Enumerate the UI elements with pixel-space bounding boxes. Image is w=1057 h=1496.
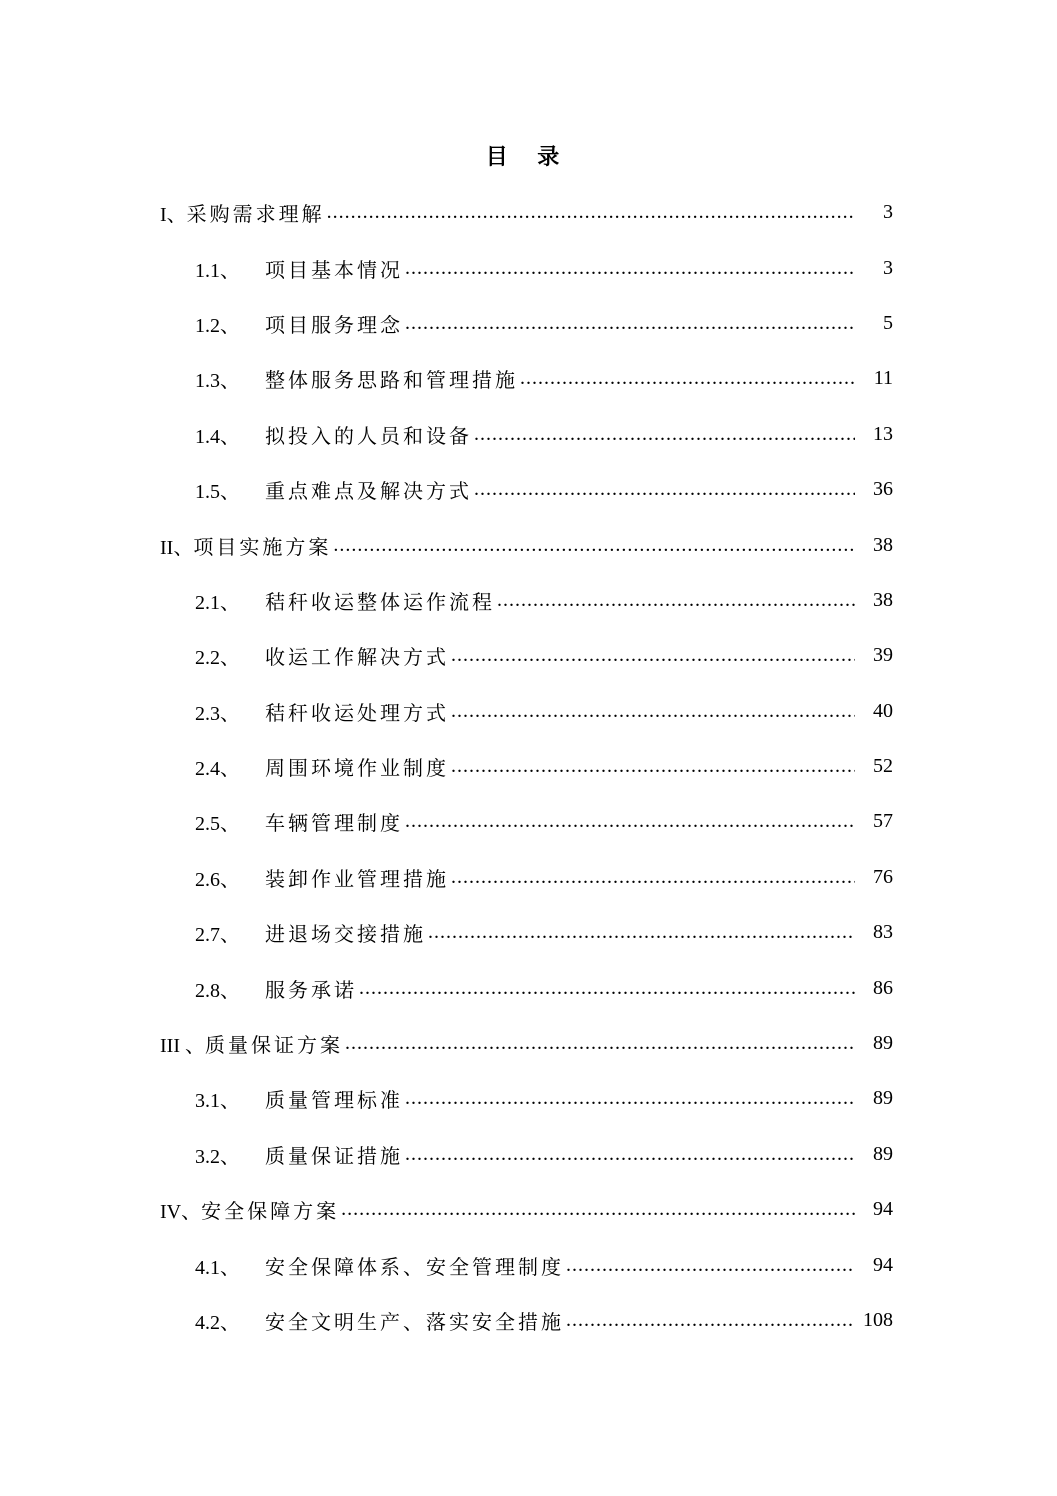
toc-section-entry[interactable] bbox=[0, 628, 1057, 683]
toc-entry-label: 秸秆收运整体运作流程 bbox=[265, 591, 495, 614]
toc-entry-number: IV、 bbox=[160, 1201, 202, 1224]
toc-entry-number: II、 bbox=[160, 536, 194, 559]
toc-entry-label: 安全文明生产、落实安全措施 bbox=[265, 1312, 564, 1334]
toc-entry-page: 89 bbox=[873, 1032, 893, 1055]
toc-entry-label: 项目基本情况 bbox=[265, 259, 403, 282]
toc-dot-leader bbox=[566, 1254, 855, 1277]
toc-entry-label: 装卸作业管理措施 bbox=[265, 868, 449, 891]
toc-section-entry[interactable] bbox=[0, 1071, 1057, 1126]
toc-entry-number: 2.3、 bbox=[195, 702, 240, 725]
toc-entry-page: 38 bbox=[873, 588, 893, 611]
toc-entry-label: 整体服务思路和管理措施 bbox=[265, 370, 518, 393]
toc-entry-page: 39 bbox=[873, 644, 893, 667]
toc-dot-leader bbox=[405, 1143, 855, 1166]
toc-entry-label: 收运工作解决方式 bbox=[265, 647, 449, 670]
toc-entry-label: 秸秆收运处理方式 bbox=[265, 702, 449, 725]
toc-dot-leader bbox=[451, 700, 855, 723]
toc-dot-leader bbox=[405, 257, 855, 280]
toc-entry-page: 108 bbox=[863, 1309, 893, 1331]
toc-entry-number: 3.1、 bbox=[195, 1090, 240, 1113]
toc-section-entry[interactable] bbox=[0, 351, 1057, 406]
toc-section-entry[interactable] bbox=[0, 850, 1057, 905]
toc-dot-leader bbox=[341, 1198, 855, 1221]
toc-dot-leader bbox=[345, 1032, 855, 1055]
toc-entry-number: 1.2、 bbox=[195, 314, 240, 337]
toc-chapter-entry[interactable] bbox=[0, 185, 1057, 240]
toc-section-entry[interactable] bbox=[0, 684, 1057, 739]
toc-section-entry[interactable] bbox=[0, 739, 1057, 794]
toc-entry-page: 40 bbox=[873, 699, 893, 722]
toc-entry-label: 安全保障体系、安全管理制度 bbox=[265, 1256, 564, 1279]
toc-dot-leader bbox=[520, 367, 855, 390]
toc-entry-label: 服务承诺 bbox=[265, 979, 357, 1002]
toc-entry-label: 项目服务理念 bbox=[265, 314, 403, 337]
toc-entry-label: 车辆管理制度 bbox=[265, 813, 403, 836]
toc-section-entry[interactable] bbox=[0, 1293, 1057, 1348]
toc-section-entry[interactable] bbox=[0, 905, 1057, 960]
toc-title: 目 录 bbox=[485, 144, 572, 169]
toc-entry-page: 94 bbox=[873, 1198, 893, 1221]
table-of-contents bbox=[0, 185, 1057, 1348]
toc-section-entry[interactable] bbox=[0, 1237, 1057, 1292]
toc-entry-label: 质量管理标准 bbox=[265, 1090, 403, 1113]
toc-entry-number: 2.2、 bbox=[195, 647, 240, 670]
toc-entry-page: 5 bbox=[883, 311, 893, 334]
toc-section-entry[interactable] bbox=[0, 296, 1057, 351]
toc-entry-page: 89 bbox=[873, 1087, 893, 1110]
toc-dot-leader bbox=[327, 201, 855, 224]
toc-section-entry[interactable] bbox=[0, 240, 1057, 295]
toc-dot-leader bbox=[333, 534, 855, 557]
toc-dot-leader bbox=[428, 921, 855, 944]
toc-entry-label: 质量保证措施 bbox=[265, 1145, 403, 1168]
toc-entry-label: 采购需求理解 bbox=[186, 204, 325, 227]
toc-entry-page: 11 bbox=[873, 367, 893, 390]
toc-chapter-entry[interactable] bbox=[0, 1182, 1057, 1237]
toc-entry-number: 2.6、 bbox=[195, 868, 240, 891]
toc-entry-label: 质量保证方案 bbox=[204, 1035, 343, 1058]
toc-entry-page: 3 bbox=[883, 201, 893, 224]
toc-entry-label: 重点难点及解决方式 bbox=[265, 481, 472, 504]
toc-entry-page: 94 bbox=[873, 1253, 893, 1276]
toc-dot-leader bbox=[451, 644, 855, 667]
toc-dot-leader bbox=[474, 478, 855, 501]
toc-entry-number: 2.7、 bbox=[195, 924, 240, 947]
toc-dot-leader bbox=[474, 423, 855, 446]
toc-section-entry[interactable] bbox=[0, 462, 1057, 517]
toc-entry-number: 4.1、 bbox=[195, 1256, 240, 1279]
toc-entry-label: 安全保障方案 bbox=[201, 1201, 340, 1224]
toc-entry-page: 89 bbox=[873, 1142, 893, 1165]
toc-entry-number: 1.1、 bbox=[195, 259, 240, 282]
toc-entry-label: 项目实施方案 bbox=[193, 536, 332, 559]
toc-section-entry[interactable] bbox=[0, 407, 1057, 462]
toc-entry-label: 进退场交接措施 bbox=[265, 924, 426, 947]
toc-entry-page: 13 bbox=[873, 422, 893, 445]
toc-chapter-entry[interactable] bbox=[0, 517, 1057, 572]
toc-entry-number: 2.5、 bbox=[195, 813, 240, 836]
toc-section-entry[interactable] bbox=[0, 794, 1057, 849]
toc-entry-number: III 、 bbox=[160, 1035, 205, 1058]
toc-entry-page: 52 bbox=[873, 755, 893, 778]
toc-entry-number: 4.2、 bbox=[195, 1312, 240, 1334]
toc-entry-number: 2.4、 bbox=[195, 758, 240, 781]
toc-dot-leader bbox=[566, 1309, 855, 1332]
toc-entry-page: 76 bbox=[873, 865, 893, 888]
toc-entry-number: 1.4、 bbox=[195, 425, 240, 448]
toc-entry-number: 3.2、 bbox=[195, 1145, 240, 1168]
toc-dot-leader bbox=[497, 589, 855, 612]
toc-dot-leader bbox=[405, 810, 855, 833]
toc-entry-page: 86 bbox=[873, 976, 893, 999]
toc-entry-number: 2.8、 bbox=[195, 979, 240, 1002]
toc-section-entry[interactable] bbox=[0, 960, 1057, 1015]
toc-section-entry[interactable] bbox=[0, 1127, 1057, 1182]
toc-dot-leader bbox=[405, 1087, 855, 1110]
toc-chapter-entry[interactable] bbox=[0, 1016, 1057, 1071]
toc-entry-number: 2.1、 bbox=[195, 591, 240, 614]
toc-section-entry[interactable] bbox=[0, 573, 1057, 628]
toc-entry-label: 周围环境作业制度 bbox=[265, 758, 449, 781]
toc-entry-number: 1.5、 bbox=[195, 481, 240, 504]
toc-entry-page: 57 bbox=[873, 810, 893, 833]
toc-entry-page: 83 bbox=[873, 921, 893, 944]
toc-entry-page: 38 bbox=[873, 533, 893, 556]
toc-entry-number: I、 bbox=[160, 204, 187, 227]
toc-dot-leader bbox=[451, 755, 855, 778]
toc-entry-label: 拟投入的人员和设备 bbox=[265, 425, 472, 448]
toc-entry-number: 1.3、 bbox=[195, 370, 240, 393]
toc-entry-page: 3 bbox=[883, 256, 893, 279]
toc-dot-leader bbox=[451, 866, 855, 889]
toc-dot-leader bbox=[405, 312, 855, 335]
toc-entry-page: 36 bbox=[873, 478, 893, 501]
toc-dot-leader bbox=[359, 977, 855, 1000]
